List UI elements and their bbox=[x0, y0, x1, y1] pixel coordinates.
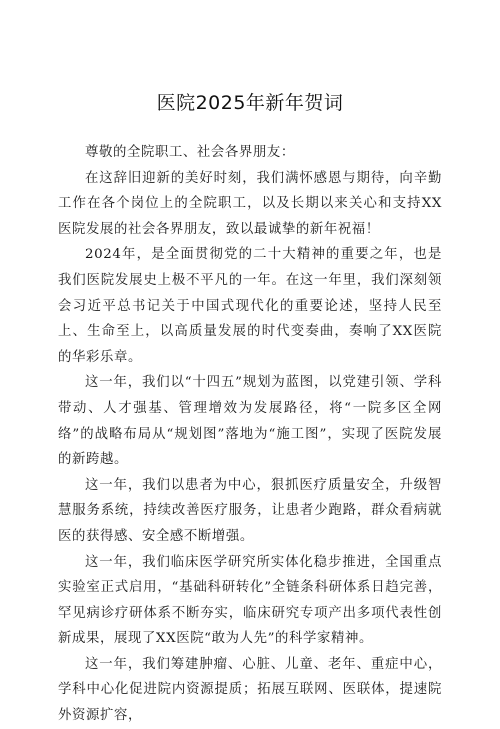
document-title: 医院2025年新年贺词 bbox=[156, 92, 344, 114]
paragraph: 在这辞旧迎新的美好时刻，我们满怀感恩与期待，向辛勤工作在各个岗位上的全院职工，以及长期以来关心和支持XX医院发展的社会各界朋友，致以最诚挚的新年祝福！ bbox=[58, 170, 442, 237]
paragraph: 这一年，我们筹建肿瘤、心脏、儿童、老年、重症中心，学科中心化促进院内资源提质；拓展互联网、医联体，提速院外资源扩容， bbox=[58, 656, 442, 724]
paragraph: 2024年，是全面贯彻党的二十大精神的重要之年，也是我们医院发展史上极不平凡的一年。在这一年里，我们深刻领会习近平总书记关于中国式现代化的重要论述，坚持人民至上、生命至上，以高质量发展的时代变奏曲，奏响了XX医院的华彩乐章。 bbox=[58, 247, 442, 365]
paragraph: 这一年，我们以患者为中心，狠抓医疗质量安全，升级智慧服务系统，持续改善医疗服务，让患者少跑路，群众看病就医的获得感、安全感不断增强。 bbox=[58, 477, 442, 544]
salutation: 尊敬的全院职工、社会各界朋友： bbox=[85, 145, 295, 160]
document-body bbox=[58, 140, 442, 729]
paragraph: 这一年，我们临床医学研究所实体化稳步推进，全国重点实验室正式启用，“基础科研转化”全链条科研体系日趋完善，罕见病诊疗研体系不断夯实，临床研究专项产出多项代表性创新成果，展现了XX医院“敢为人先”的科学家精神。 bbox=[58, 554, 442, 647]
paragraph: 这一年，我们以“十四五”规划为蓝图，以党建引领、学科带动、人才强基、管理增效为发展路径，将“一院多区全网络”的战略布局从“规划图”落地为“施工图”，实现了医院发展的新跨越。 bbox=[58, 375, 442, 468]
